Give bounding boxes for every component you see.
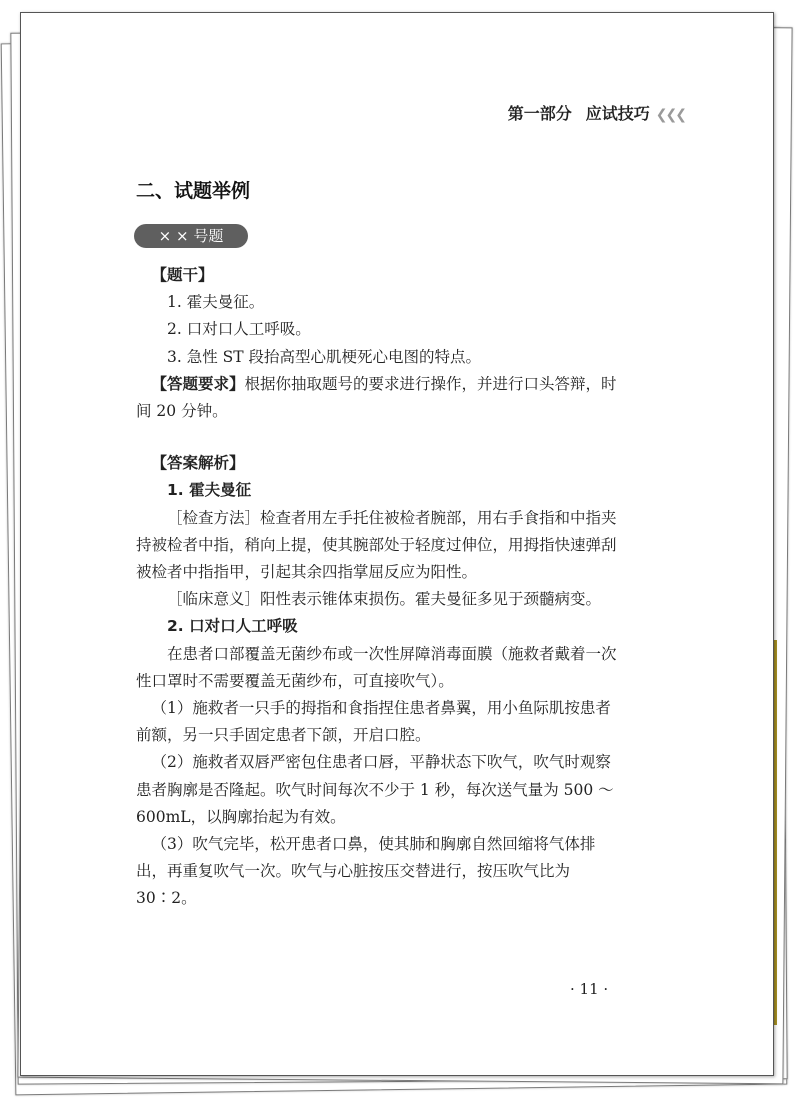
question-number-badge: × × 号题 [134,224,248,248]
section-title: 二、试题举例 [136,180,251,202]
requirement-text: 根据你抽取题号的要求进行操作，并进行口头答辩，时间 20 分钟。 [136,374,617,421]
running-header [508,101,685,124]
question-item: 2. 口对口人工呼吸。 [167,320,311,339]
analysis-heading-1: 1. 霍夫曼征 [167,481,252,500]
step-3-paragraph: （3）吹气完毕，松开患者口鼻，使其肺和胸廓自然回缩将气体排出，再重复吹气一次。吹气与心脏按压交替进行，按压吹气比为 30∶2。 [136,835,596,908]
analysis-label: 【答案解析】 [151,454,245,473]
question-item: 1. 霍夫曼征。 [167,293,265,312]
chevron-left-icon: ❮❮❮ [655,107,685,123]
question-item: 3. 急性 ST 段抬高型心肌梗死心电图的特点。 [167,347,482,366]
significance-paragraph: ［临床意义］阳性表示锥体束损伤。霍夫曼征多见于颈髓病变。 [167,590,602,609]
page-number: · 11 · [570,980,609,998]
page-body [136,262,626,913]
analysis-heading-2: 2. 口对口人工呼吸 [167,617,298,636]
requirement-paragraph [136,371,626,425]
method-paragraph: ［检查方法］检查者用左手托住被检者腕部，用右手食指和中指夹持被检者中指，稍向上提，使其腕部处于轻度过伸位，用拇指快速弹刮被检者中指指甲，引起其余四指掌屈反应为阳性。 [136,508,617,582]
stem-label: 【题干】 [151,266,214,284]
step-1-paragraph: （1）施救者一只手的拇指和食指捏住患者鼻翼，用小鱼际肌按患者前额，另一只手固定患者下颌，开启口腔。 [136,699,611,745]
step-2-paragraph: （2）施救者双唇严密包住患者口唇，平静状态下吹气，吹气时观察患者胸廓是否隆起。吹气时间每次不少于 1 秒，每次送气量为 500 ～ 600mL，以胸廓抬起为有效。 [136,753,614,826]
requirement-label: 【答题要求】 [151,374,245,393]
header-part: 第一部分 [507,104,572,123]
intro-paragraph: 在患者口部覆盖无菌纱布或一次性屏障消毒面膜（施救者戴着一次性口罩时不需要覆盖无菌纱布，可直接吹气）。 [136,644,617,690]
header-title: 应试技巧 [585,104,650,123]
